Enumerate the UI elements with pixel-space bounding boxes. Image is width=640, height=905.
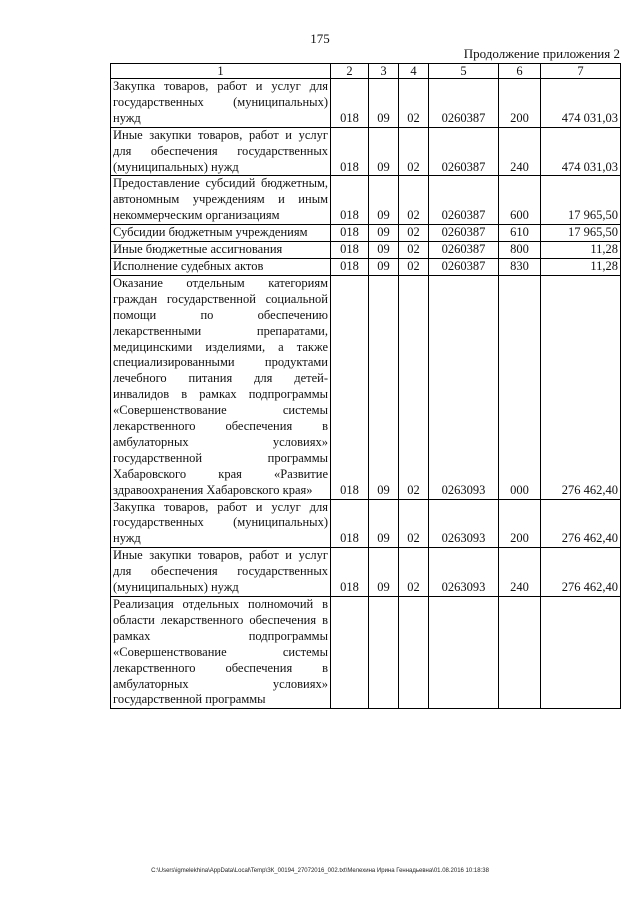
expense-type-cell: 240 <box>499 548 541 597</box>
continuation-label: Продолжение приложения 2 <box>463 46 620 61</box>
expense-name-cell: Иные закупки товаров, работ и услуг для обеспечения государственных (муниципальных) нужд <box>111 548 331 597</box>
expense-type-cell: 240 <box>499 127 541 176</box>
header-cell: 2 <box>331 64 369 79</box>
target-article-cell: 0263093 <box>429 548 499 597</box>
section-code-cell: 09 <box>369 127 399 176</box>
expense-type-cell: 610 <box>499 225 541 242</box>
expense-name-cell: Закупка товаров, работ и услуг для государственных (муниципальных) нужд <box>111 79 331 128</box>
subsection-code-cell: 02 <box>399 242 429 259</box>
target-article-cell: 0260387 <box>429 176 499 225</box>
subsection-code-cell: 02 <box>399 127 429 176</box>
target-article-cell: 0260387 <box>429 258 499 275</box>
header-cell: 1 <box>111 64 331 79</box>
expense-name-cell: Предоставление субсидий бюджетным, автономным учреждениям и иным некоммерческим организациям <box>111 176 331 225</box>
expense-name-cell: Исполнение судебных актов <box>111 258 331 275</box>
section-code-cell: 09 <box>369 176 399 225</box>
subsection-code-cell: 02 <box>399 225 429 242</box>
header-cell: 6 <box>499 64 541 79</box>
subsection-code-cell: 02 <box>399 548 429 597</box>
table-row <box>111 275 621 499</box>
section-code-cell: 09 <box>369 242 399 259</box>
expense-type-cell: 000 <box>499 275 541 499</box>
section-code-cell: 09 <box>369 79 399 128</box>
file-path-footer: C:\Users\igmelekhina\AppData\Local\Temp\ЗК_00194_27072016_002.txt\Мелехина Ирина Геннадьевна\01.08.2016 10:18:38 <box>151 868 489 874</box>
header-cell: 3 <box>369 64 399 79</box>
admin-code-cell: 018 <box>331 127 369 176</box>
expense-type-cell: 200 <box>499 79 541 128</box>
subsection-code-cell: 02 <box>399 258 429 275</box>
table-row <box>111 258 621 275</box>
subsection-code-cell: 02 <box>399 176 429 225</box>
section-code-cell <box>369 597 399 709</box>
expense-name-cell: Иные закупки товаров, работ и услуг для обеспечения государственных (муниципальных) нужд <box>111 127 331 176</box>
amount-cell: 474 031,03 <box>541 79 621 128</box>
amount-cell: 17 965,50 <box>541 225 621 242</box>
expense-type-cell: 600 <box>499 176 541 225</box>
subsection-code-cell: 02 <box>399 499 429 548</box>
admin-code-cell: 018 <box>331 225 369 242</box>
amount-cell: 276 462,40 <box>541 275 621 499</box>
expense-type-cell <box>499 597 541 709</box>
expense-type-cell: 800 <box>499 242 541 259</box>
target-article-cell: 0260387 <box>429 79 499 128</box>
table-row <box>111 499 621 548</box>
admin-code-cell: 018 <box>331 499 369 548</box>
expense-name-cell: Субсидии бюджетным учреждениям <box>111 225 331 242</box>
table-row <box>111 548 621 597</box>
target-article-cell: 0263093 <box>429 499 499 548</box>
table-row <box>111 79 621 128</box>
amount-cell <box>541 597 621 709</box>
table-row <box>111 597 621 709</box>
admin-code-cell: 018 <box>331 275 369 499</box>
amount-cell: 276 462,40 <box>541 548 621 597</box>
amount-cell: 276 462,40 <box>541 499 621 548</box>
amount-cell: 474 031,03 <box>541 127 621 176</box>
table-row <box>111 242 621 259</box>
header-cell: 5 <box>429 64 499 79</box>
target-article-cell: 0263093 <box>429 275 499 499</box>
target-article-cell: 0260387 <box>429 225 499 242</box>
target-article-cell <box>429 597 499 709</box>
section-code-cell: 09 <box>369 258 399 275</box>
expense-type-cell: 830 <box>499 258 541 275</box>
subsection-code-cell: 02 <box>399 275 429 499</box>
table-row <box>111 176 621 225</box>
table-row <box>111 225 621 242</box>
amount-cell: 11,28 <box>541 242 621 259</box>
amount-cell: 17 965,50 <box>541 176 621 225</box>
section-code-cell: 09 <box>369 499 399 548</box>
expense-name-cell: Иные бюджетные ассигнования <box>111 242 331 259</box>
table-row <box>111 127 621 176</box>
header-cell: 4 <box>399 64 429 79</box>
budget-table <box>110 63 621 709</box>
admin-code-cell: 018 <box>331 79 369 128</box>
section-code-cell: 09 <box>369 225 399 242</box>
expense-type-cell: 200 <box>499 499 541 548</box>
amount-cell: 11,28 <box>541 258 621 275</box>
admin-code-cell: 018 <box>331 242 369 259</box>
admin-code-cell <box>331 597 369 709</box>
target-article-cell: 0260387 <box>429 127 499 176</box>
admin-code-cell: 018 <box>331 258 369 275</box>
target-article-cell: 0260387 <box>429 242 499 259</box>
expense-name-cell: Оказание отдельным категориям граждан государственной социальной помощи по обеспечению лекарственными препаратами, медицинскими изделиями, а также специализированными продуктами лечебного питания для детей-инвалидов в рамках подпрограммы «Совершенствование системы лекарственного обеспечения в амбулаторных условиях» государственной программы Хабаровского края «Развитие здравоохранения Хабаровского края» <box>111 275 331 499</box>
page-number: 175 <box>310 31 330 46</box>
expense-name-cell: Закупка товаров, работ и услуг для государственных (муниципальных) нужд <box>111 499 331 548</box>
admin-code-cell: 018 <box>331 176 369 225</box>
header-row <box>111 64 621 79</box>
header-cell: 7 <box>541 64 621 79</box>
expense-name-cell: Реализация отдельных полномочий в области лекарственного обеспечения в рамках подпрограммы «Совершенствование системы лекарственного обеспечения в амбулаторных условиях» государственной программы <box>111 597 331 709</box>
section-code-cell: 09 <box>369 548 399 597</box>
admin-code-cell: 018 <box>331 548 369 597</box>
subsection-code-cell: 02 <box>399 79 429 128</box>
section-code-cell: 09 <box>369 275 399 499</box>
subsection-code-cell <box>399 597 429 709</box>
